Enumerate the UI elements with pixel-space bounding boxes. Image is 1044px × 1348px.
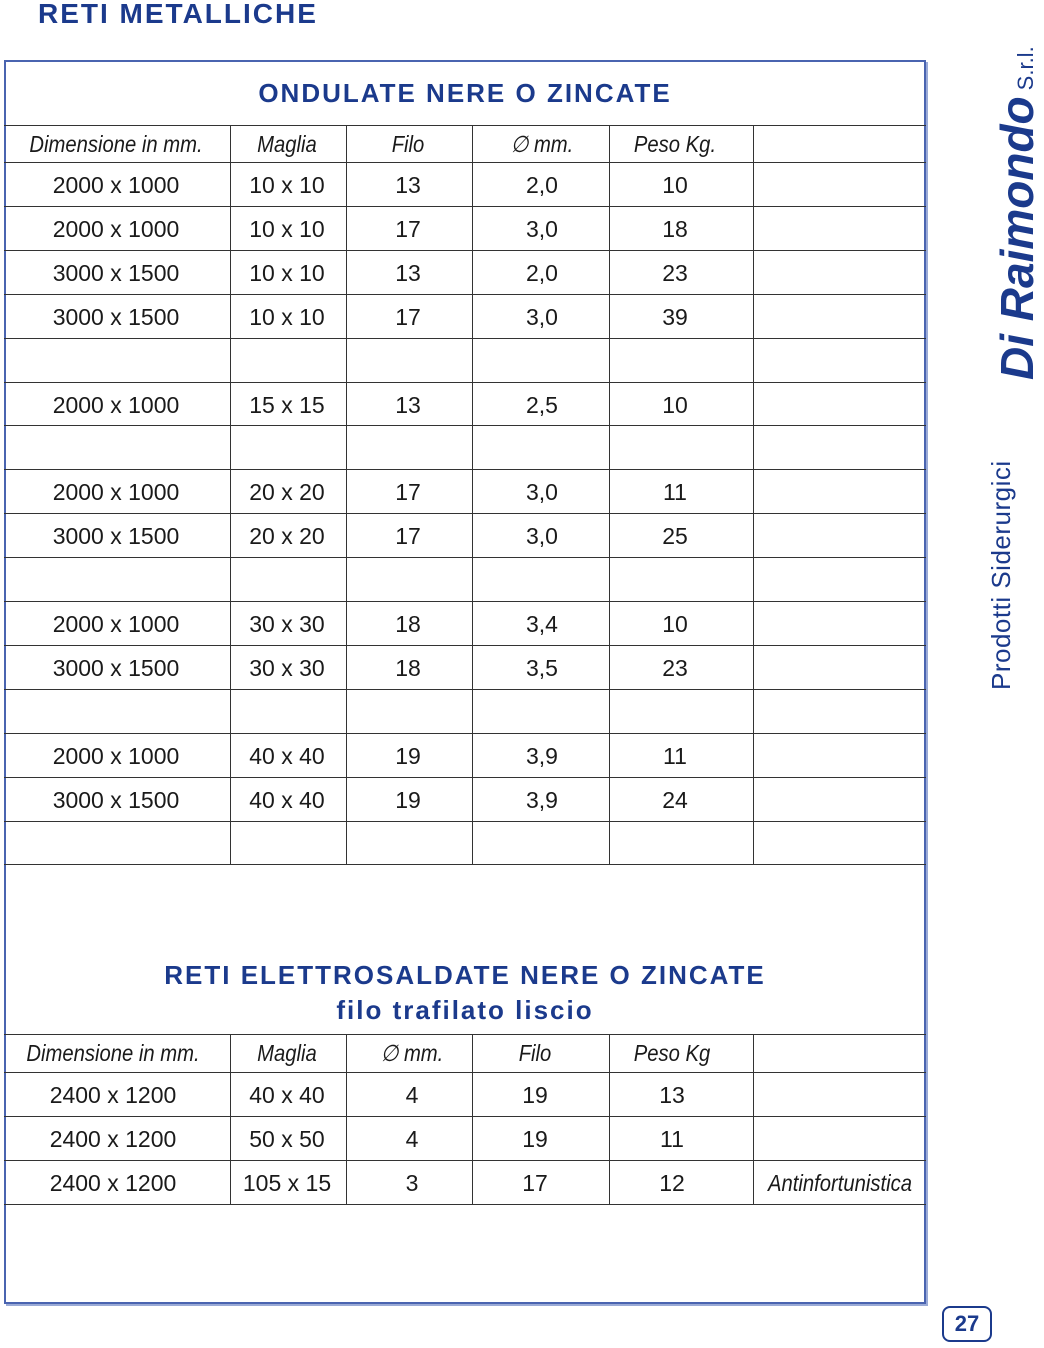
- table-rule: [4, 864, 926, 865]
- column-header: Filo: [391, 131, 425, 157]
- table-cell: 2000 x 1000: [52, 172, 180, 198]
- table-rule: [4, 689, 926, 690]
- table-cell: 30 x 30: [249, 654, 325, 681]
- column-rule: [609, 125, 610, 864]
- table-rule: [4, 338, 926, 339]
- table-rule: [4, 1204, 926, 1205]
- table-cell: 3000 x 1500: [52, 786, 180, 813]
- table-cell: 2400 x 1200: [49, 1126, 177, 1152]
- table-cell: 3,5: [526, 654, 558, 681]
- content-frame: [4, 60, 926, 1304]
- table-cell: 2,0: [526, 172, 558, 198]
- table-cell: 2400 x 1200: [49, 1082, 177, 1108]
- table-cell: 39: [662, 303, 688, 330]
- table-rule: [4, 382, 926, 383]
- table-cell: 40 x 40: [249, 786, 325, 813]
- table-cell: 4: [405, 1082, 419, 1108]
- table-cell: 30 x 30: [249, 611, 325, 637]
- table-cell: 2400 x 1200: [49, 1170, 177, 1196]
- table-cell: 3000 x 1500: [52, 523, 180, 550]
- column-rule: [609, 1034, 610, 1204]
- table-cell: 3,0: [526, 523, 558, 550]
- table-cell: 3000 x 1500: [52, 654, 180, 681]
- table-cell: 20 x 20: [249, 479, 325, 506]
- column-header: Dimensione in mm.: [29, 131, 203, 157]
- table-cell: 19: [395, 786, 421, 813]
- column-rule: [753, 125, 754, 864]
- table-cell: 10 x 10: [249, 215, 325, 242]
- table-cell: 3,0: [526, 479, 558, 506]
- table-rule: [4, 250, 926, 251]
- table-cell: 17: [395, 479, 421, 506]
- table-cell: 13: [395, 172, 421, 198]
- table-cell: 3,0: [526, 215, 558, 242]
- table-cell: 3000 x 1500: [52, 259, 180, 286]
- table-cell: 11: [663, 479, 687, 506]
- table-cell: 20 x 20: [249, 523, 325, 550]
- table-cell: 2000 x 1000: [52, 611, 180, 637]
- column-header: Peso Kg: [633, 1040, 711, 1066]
- table-cell: 40 x 40: [249, 1082, 325, 1108]
- table-cell: 2000 x 1000: [52, 391, 180, 418]
- table-cell: 50 x 50: [249, 1126, 325, 1152]
- table-rule: [4, 125, 926, 126]
- table-cell: 10 x 10: [249, 303, 325, 330]
- column-rule: [753, 1034, 754, 1204]
- column-rule: [346, 125, 347, 864]
- table-rule: [4, 1160, 926, 1161]
- column-rule: [230, 125, 231, 864]
- table-cell: 10: [662, 172, 688, 198]
- column-rule: [346, 1034, 347, 1204]
- brand-suffix: S.r.l.: [1013, 46, 1038, 91]
- table-cell: 13: [395, 259, 421, 286]
- table-cell: 25: [662, 523, 688, 550]
- table-rule: [4, 733, 926, 734]
- column-rule: [472, 125, 473, 864]
- column-header: Maglia: [257, 131, 317, 157]
- table-cell: 40 x 40: [249, 742, 325, 769]
- table-cell: 12: [659, 1170, 685, 1196]
- table2-subtitle: filo trafilato liscio: [336, 995, 594, 1025]
- table-rule: [4, 294, 926, 295]
- brand-tagline: Prodotti Siderurgici: [986, 460, 1016, 690]
- table-rule: [4, 777, 926, 778]
- table-cell: 4: [405, 1126, 419, 1152]
- table-cell: 3,9: [526, 786, 558, 813]
- table-rule: [4, 1072, 926, 1073]
- table-cell: 17: [522, 1170, 548, 1196]
- table-cell: 19: [522, 1082, 548, 1108]
- column-rule: [230, 1034, 231, 1204]
- column-header: Filo: [518, 1040, 552, 1066]
- table-cell: 13: [659, 1082, 685, 1108]
- table-cell: 3,9: [526, 742, 558, 769]
- table-cell: 23: [662, 259, 688, 286]
- table-cell: 2000 x 1000: [52, 742, 180, 769]
- table-cell: 10: [662, 611, 688, 637]
- table-cell: 2000 x 1000: [52, 479, 180, 506]
- table-cell: 105 x 15: [242, 1170, 332, 1196]
- table-cell: 2,0: [526, 259, 558, 286]
- table-cell: 3: [405, 1170, 419, 1196]
- table-cell: 19: [522, 1126, 548, 1152]
- table-rule: [4, 469, 926, 470]
- table1-title: ONDULATE NERE O ZINCATE: [258, 78, 672, 108]
- table-cell: 17: [395, 215, 421, 242]
- column-header: ∅ mm.: [510, 131, 574, 157]
- table-cell: 3,0: [526, 303, 558, 330]
- table-cell: 17: [395, 523, 421, 550]
- table-rule: [4, 557, 926, 558]
- table-cell: 3000 x 1500: [52, 303, 180, 330]
- table-rule: [4, 1034, 926, 1035]
- column-header: ∅ mm.: [380, 1040, 444, 1066]
- table-rule: [4, 645, 926, 646]
- page-number: 27: [942, 1306, 992, 1342]
- table-cell: 10 x 10: [249, 172, 325, 198]
- table-cell: 10 x 10: [249, 259, 325, 286]
- table-rule: [4, 425, 926, 426]
- table-cell: Antinfortunistica: [767, 1170, 912, 1196]
- table-rule: [4, 601, 926, 602]
- brand-name: Di Raimondo: [991, 96, 1043, 380]
- table-cell: 23: [662, 654, 688, 681]
- table-cell: 11: [660, 1126, 684, 1152]
- table-cell: 2000 x 1000: [52, 215, 180, 242]
- table-cell: 24: [662, 786, 688, 813]
- table-cell: 10: [662, 391, 688, 418]
- page-title: RETI METALLICHE: [38, 0, 318, 29]
- table-cell: 18: [662, 215, 688, 242]
- column-header: Dimensione in mm.: [26, 1040, 200, 1066]
- table-cell: 13: [395, 391, 421, 418]
- table-cell: 19: [395, 742, 421, 769]
- table-cell: 2,5: [526, 391, 558, 418]
- table2-title: RETI ELETTROSALDATE NERE O ZINCATE: [164, 960, 766, 990]
- table-cell: 17: [395, 303, 421, 330]
- table-rule: [4, 206, 926, 207]
- table-rule: [4, 162, 926, 163]
- column-rule: [472, 1034, 473, 1204]
- column-header: Peso Kg.: [633, 131, 717, 157]
- table-cell: 18: [395, 611, 421, 637]
- column-header: Maglia: [257, 1040, 317, 1066]
- table-rule: [4, 513, 926, 514]
- table-cell: 15 x 15: [249, 391, 325, 418]
- brand-logo: [990, 46, 1044, 380]
- table-cell: 11: [663, 742, 687, 769]
- table-rule: [4, 1116, 926, 1117]
- table-cell: 18: [395, 654, 421, 681]
- table-rule: [4, 821, 926, 822]
- table-cell: 3,4: [526, 611, 558, 637]
